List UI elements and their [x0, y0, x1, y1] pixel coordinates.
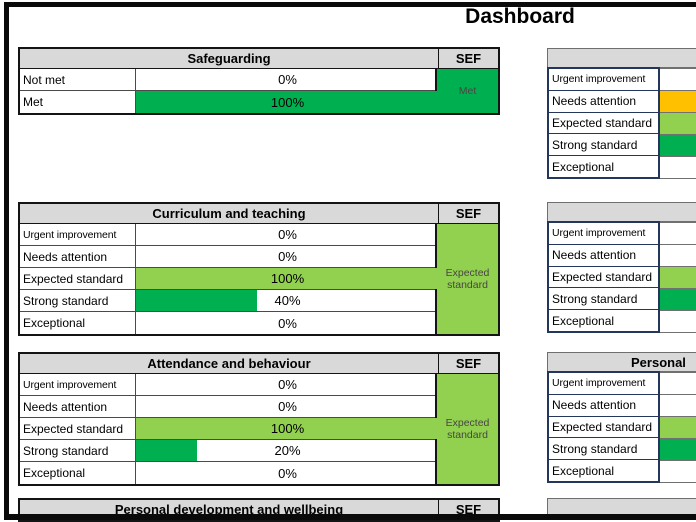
table-row: [20, 374, 439, 396]
category-label: Needs attention: [552, 248, 637, 263]
value-cell[interactable]: [135, 246, 439, 267]
value-cell[interactable]: [135, 69, 439, 90]
table-title: Attendance and behaviour: [147, 356, 311, 371]
category-label-cell[interactable]: [549, 395, 658, 417]
value-cell[interactable]: [135, 374, 439, 395]
category-label: Urgent improvement: [552, 377, 646, 390]
value-cell[interactable]: [135, 462, 439, 484]
sef-header-cell[interactable]: [439, 354, 498, 373]
table-header-row: [20, 500, 498, 520]
category-label: Strong standard: [23, 293, 109, 308]
sef-result-label: Expected standard: [445, 416, 490, 441]
table-title-cell[interactable]: [20, 354, 439, 373]
sef-result-cell[interactable]: [435, 224, 498, 334]
page-title: Dashboard: [465, 5, 575, 28]
table-body: [20, 69, 498, 113]
table-title: Curriculum and teaching: [152, 206, 306, 221]
category-label-cell[interactable]: [20, 374, 135, 395]
category-label-cell[interactable]: [549, 438, 658, 460]
category-label-cell[interactable]: [549, 113, 658, 135]
percent-value: 0%: [278, 399, 297, 414]
table-row: [20, 462, 439, 484]
bar-cell[interactable]: [660, 395, 696, 417]
value-cell[interactable]: [135, 91, 439, 113]
table-attendance-and-behaviour: [18, 352, 500, 486]
bar-cell[interactable]: [660, 267, 696, 289]
bars-column: [660, 372, 696, 482]
value-cell[interactable]: [135, 440, 439, 461]
category-label: Needs attention: [23, 249, 108, 264]
bar-cell[interactable]: [660, 289, 696, 311]
bar-cell[interactable]: [660, 373, 696, 395]
category-label: Exceptional: [552, 463, 615, 478]
category-label: Met: [23, 95, 44, 109]
category-label-cell[interactable]: [20, 290, 135, 311]
category-label: Urgent improvement: [552, 227, 646, 240]
table-body: [547, 222, 696, 332]
right-table-personal: [547, 352, 696, 482]
category-label-cell[interactable]: [20, 396, 135, 417]
sef-header-cell[interactable]: [439, 49, 498, 68]
table-header-row: [20, 204, 498, 224]
category-label: Urgent improvement: [23, 378, 117, 391]
table-row: [20, 290, 439, 312]
category-label: Urgent improvement: [552, 73, 646, 86]
table-header-row: [20, 354, 498, 374]
percent-value: 0%: [278, 315, 297, 331]
sef-header-label: SEF: [455, 51, 482, 66]
table-rows: [20, 69, 439, 113]
bar-cell[interactable]: [660, 91, 696, 113]
sef-header-cell[interactable]: [439, 500, 498, 519]
table-row: [20, 312, 439, 334]
table-row: [20, 396, 439, 418]
table-title-cell[interactable]: [20, 500, 439, 519]
category-label-cell[interactable]: [549, 417, 658, 439]
bar-cell[interactable]: [660, 135, 696, 157]
percent-value: 0%: [278, 72, 297, 87]
category-label-cell[interactable]: [549, 245, 658, 267]
table-title: Personal development and wellbeing: [114, 502, 344, 517]
value-cell[interactable]: [135, 224, 439, 245]
right-table-4: [547, 498, 696, 518]
category-label: Strong standard: [23, 443, 109, 458]
category-label: Urgent improvement: [23, 228, 117, 241]
category-label: Needs attention: [552, 94, 637, 109]
category-label: Exceptional: [552, 159, 615, 174]
bar-cell[interactable]: [660, 461, 696, 483]
right-table-1: [547, 48, 696, 178]
bar-cell[interactable]: [660, 245, 696, 267]
category-label-cell[interactable]: [549, 267, 658, 289]
category-label-cell[interactable]: [549, 69, 658, 91]
table-row: [20, 268, 439, 290]
table-rows: [20, 224, 439, 334]
category-label: Exceptional: [23, 466, 86, 480]
sef-header-cell[interactable]: [439, 204, 498, 223]
sef-result-label: Expected standard: [445, 266, 490, 291]
table-body: [20, 374, 498, 484]
value-cell[interactable]: [135, 418, 439, 439]
category-data-bar: [660, 417, 696, 438]
category-label-cell[interactable]: [20, 91, 135, 113]
bar-cell[interactable]: [660, 157, 696, 179]
category-label-cell[interactable]: [20, 224, 135, 245]
category-label-cell[interactable]: [20, 268, 135, 289]
table-row: [20, 91, 439, 113]
category-data-bar: [660, 91, 696, 112]
category-label: Expected standard: [552, 269, 653, 284]
right-table-2: [547, 202, 696, 332]
category-label: Needs attention: [23, 399, 108, 414]
category-label: Exceptional: [552, 313, 615, 328]
bars-column: [660, 222, 696, 332]
category-data-bar: [660, 439, 696, 460]
table-header-row: [20, 49, 498, 69]
category-label-cell[interactable]: [20, 418, 135, 439]
category-label: Strong standard: [552, 137, 638, 152]
value-cell[interactable]: [135, 396, 439, 417]
category-label-cell[interactable]: [20, 462, 135, 484]
percent-value: 40%: [274, 293, 301, 308]
percent-value: 0%: [278, 227, 297, 242]
percent-value: 0%: [278, 465, 297, 481]
value-cell[interactable]: [135, 268, 439, 289]
category-label-cell[interactable]: [20, 440, 135, 461]
table-row: [20, 224, 439, 246]
sef-result-cell[interactable]: [435, 374, 498, 484]
category-data-bar: [660, 267, 696, 288]
table-curriculum-and-teaching: [18, 202, 500, 336]
category-label: Expected standard: [23, 421, 124, 436]
bars-column: [660, 68, 696, 178]
right-table-header-cell[interactable]: [547, 352, 696, 372]
table-title-cell[interactable]: [20, 49, 439, 68]
percent-value: 0%: [278, 249, 297, 264]
table-row: [20, 440, 439, 462]
right-table-header-cell[interactable]: [547, 48, 696, 68]
category-label-cell[interactable]: [20, 312, 135, 334]
percent-value: 100%: [270, 271, 305, 286]
category-label-cell[interactable]: [549, 223, 658, 245]
category-label-cell[interactable]: [549, 288, 658, 310]
category-label: Strong standard: [552, 291, 638, 306]
sef-header-label: SEF: [455, 502, 482, 517]
category-label: Expected standard: [552, 419, 653, 434]
table-title-cell[interactable]: [20, 204, 439, 223]
bar-cell[interactable]: [660, 311, 696, 333]
labels-column: [547, 371, 660, 483]
sef-header-label: SEF: [455, 356, 482, 371]
table-rows: [20, 374, 439, 484]
percent-value: 0%: [278, 377, 297, 392]
category-label-cell[interactable]: [20, 246, 135, 267]
table-body: [547, 68, 696, 178]
labels-column: [547, 221, 660, 333]
category-label-cell[interactable]: [549, 310, 658, 331]
percent-value: 100%: [270, 94, 305, 110]
table-row: [20, 246, 439, 268]
category-label: Strong standard: [552, 441, 638, 456]
table-personal-development-and-wellbeing: [18, 498, 500, 522]
table-title: Safeguarding: [187, 51, 271, 66]
table-title: Personal: [631, 354, 686, 370]
labels-column: [547, 67, 660, 179]
category-label-cell[interactable]: [549, 91, 658, 113]
bar-cell[interactable]: [660, 223, 696, 245]
table-row: [20, 418, 439, 440]
category-label: Exceptional: [23, 316, 86, 330]
value-cell[interactable]: [135, 290, 439, 311]
bar-cell[interactable]: [660, 113, 696, 135]
category-label-cell[interactable]: [20, 69, 135, 90]
category-data-bar: [660, 135, 696, 156]
bar-cell[interactable]: [660, 439, 696, 461]
category-label: Needs attention: [552, 398, 637, 413]
value-cell[interactable]: [135, 312, 439, 334]
sef-header-label: SEF: [455, 206, 482, 221]
category-label-cell[interactable]: [549, 460, 658, 481]
right-table-header-cell[interactable]: [547, 202, 696, 222]
bar-cell[interactable]: [660, 417, 696, 439]
category-data-bar: [660, 289, 696, 310]
category-data-bar: [660, 113, 696, 134]
category-label: Not met: [23, 72, 66, 87]
table-body: [20, 224, 498, 334]
percent-value: 20%: [274, 443, 301, 458]
category-label-cell[interactable]: [549, 156, 658, 177]
category-label-cell[interactable]: [549, 373, 658, 395]
table-safeguarding: [18, 47, 500, 115]
category-label: Expected standard: [23, 271, 124, 286]
percent-value: 100%: [270, 421, 305, 436]
sef-result-cell[interactable]: [435, 69, 498, 113]
table-body: [547, 372, 696, 482]
category-label-cell[interactable]: [549, 134, 658, 156]
table-row: [20, 69, 439, 91]
right-table-header-cell[interactable]: [547, 498, 696, 518]
bar-cell[interactable]: [660, 69, 696, 91]
category-label: Expected standard: [552, 115, 653, 130]
sef-result-label: Met: [458, 84, 477, 97]
